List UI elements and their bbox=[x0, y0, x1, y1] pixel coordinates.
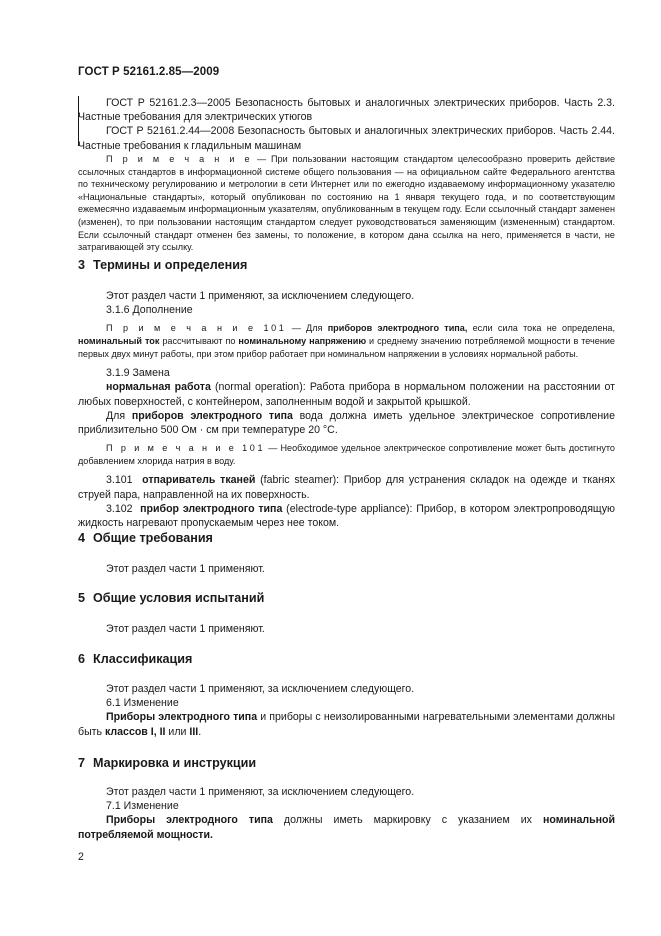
clause-heading: 3.1.6 Дополнение bbox=[106, 304, 193, 317]
references-note bbox=[78, 153, 615, 254]
section-7-body bbox=[78, 785, 615, 842]
definition-normal-operation: нормальная работа (normal operation): Работа прибора в нормальном положении на расстоянии от любых поверхностей, с контейнером, заполненным водой и закрытой крышкой. bbox=[78, 381, 615, 408]
paragraph-marking: Приборы электродного типа должны иметь маркировку с указанием их номинальной потребляемой мощности. bbox=[78, 814, 615, 841]
clause-heading: 7.1 Изменение bbox=[106, 800, 179, 813]
section-heading: 3 Термины и определения bbox=[78, 258, 248, 272]
paragraph-classes: Приборы электродного типа и приборы с неизолированными нагревательными элементами должны быть классов I, II или III. bbox=[78, 711, 615, 738]
clause-heading: 3.1.9 Замена bbox=[106, 367, 170, 380]
section-4-body bbox=[78, 562, 615, 576]
document-header: ГОСТ Р 52161.2.85—2009 bbox=[78, 66, 220, 78]
section-heading: 6 Классификация bbox=[78, 652, 193, 666]
note-101: П р и м е ч а н и е 101 — Для приборов электродного типа, если сила тока не определена, номинальный ток рассчитывают по номинальному напряжению и среднему значению потребляемой мощности в течение первых двух минут работы, при этом прибор работает при номинальном напряжении в условиях нормальной работы. bbox=[78, 323, 615, 359]
reference-item: ГОСТ Р 52161.2.3—2005 Безопасность бытовых и аналогичных электрических приборов. Часть 2.3. Частные требования для электрических утюгов bbox=[78, 97, 615, 124]
section-heading: 4 Общие требования bbox=[78, 531, 213, 545]
paragraph: Этот раздел части 1 применяют, за исключением следующего. bbox=[106, 683, 415, 695]
section-heading: 7 Маркировка и инструкции bbox=[78, 756, 257, 770]
paragraph: Этот раздел части 1 применяют. bbox=[106, 563, 265, 575]
paragraph-water-resistivity: Для приборов электродного типа вода должна иметь удельное электрическое сопротивление приблизительно 500 Ом · см при температуре 20 °С. bbox=[78, 409, 615, 436]
section-7 bbox=[78, 756, 615, 770]
definition-electrode-appliance: 3.102 прибор электродного типа (electrode-type appliance): Прибор, в котором электропроводящую жидкость нагревают пропускаемым через нее током. bbox=[78, 502, 616, 529]
section-6 bbox=[78, 652, 615, 666]
note-101-resistivity: П р и м е ч а н и е 101 — Необходимое удельное электрическое сопротивление может быть достигнуто добавлением хлорида натрия в воду. bbox=[78, 443, 615, 466]
section-6-body bbox=[78, 682, 615, 739]
section-3-body bbox=[78, 289, 615, 530]
definition-fabric-steamer: 3.101 отпариватель тканей (fabric steamer): Прибор для устранения складок на одежде и тканях струей пара, направленной на их поверхность. bbox=[78, 474, 615, 501]
note-label: П р и м е ч а н и е bbox=[106, 154, 253, 164]
page-number: 2 bbox=[78, 851, 84, 863]
paragraph: Этот раздел части 1 применяют, за исключением следующего. bbox=[106, 290, 415, 302]
section-3 bbox=[78, 258, 615, 272]
paragraph: Этот раздел части 1 применяют. bbox=[106, 623, 265, 635]
normative-references-block bbox=[78, 96, 615, 153]
note-text: — При пользовании настоящим стандартом целесообразно проверить действие ссылочных стандартов в информационной системе общего пользования — на официальном сайте Федерального агентства по техническому регулированию и метрологии в сети Интернет или по ежегодно издаваемому информационному указателю «Национальные стандарты», который опубликован по состоянию на 1 января текущего года, и по соответствующим ежемесячно издаваемым информационным указателям, опубликованным в текущем году. Если ссылочный стандарт заменен (изменен), то при пользовании настоящим стандартом следует руководствоваться заменяющим (измененным) стандартом. Если ссылочный стандарт отменен без замены, то положение, в котором дана ссылка на него, применяется в части, не затрагивающей эту ссылку. bbox=[78, 154, 615, 253]
reference-item: ГОСТ Р 52161.2.44—2008 Безопасность бытовых и аналогичных электрических приборов. Часть 2.44. Частные требования к гладильным машинам bbox=[78, 125, 615, 152]
paragraph: Этот раздел части 1 применяют, за исключением следующего. bbox=[106, 786, 415, 798]
section-heading: 5 Общие условия испытаний bbox=[78, 591, 265, 605]
section-4 bbox=[78, 531, 615, 545]
clause-heading: 6.1 Изменение bbox=[106, 697, 179, 710]
section-5-body bbox=[78, 622, 615, 636]
section-5 bbox=[78, 591, 615, 605]
